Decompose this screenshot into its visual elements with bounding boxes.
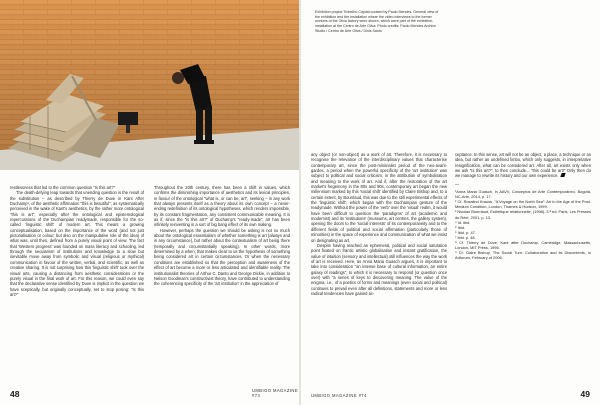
footnote: ⁶ Ibid. p. 47.	[455, 229, 476, 235]
paragraph: The death-defying leap towards that unending question is the result of the substitution – as described by Thierry de Duve in Kant After Duchamp¹, of the aesthetic affirmation "this is beautiful", as systematically perceived in the wake of Kant's aesthetics, by the rather more ontological "this is art", especially after the ontological and epistemological repercussions of the Duchampian readymade, responsible for the so-called 'linguistic shift' of modern art. This meant a growing conceptualisation, based on the importance of the word (and not just pictorialisation or colour, but also on the manipulative role of the idea) of what was, until then, defined from a purely visual point of view. The fact that 'Western progress' was founded on mass literacy and schooling, led through the secularism of institutions and knowledge to a slow but inevitable move away from symbolic and visual (religious or mythical) communication in favour of the written, verbal, and scientific, as well as creative sharing. It is not surprising how this 'linguistic shift' took over the visual arts, causing a distancing from aesthetic considerations or the purely visual in the final work of art. For this reason, we could even say that the declarative sense identified by Duve is implicit in the question we have sceptically, but originally conceptually, set to stop posing: "Is this art?"	[10, 190, 144, 297]
footnote: ² Cf. Rosalind Krauss, "A Voyage on the North Sea": Art in the Age of the Post-Medium Condition, London, Thames & Hudson, 1999.	[455, 199, 591, 210]
right-column-2	[455, 152, 591, 260]
left-column-1	[10, 185, 144, 297]
paragraph: However, perhaps the question we should be asking is not so much about the ontological essentialism of whether something is art (always and in any circumstance), but rather about the contextualism of art being there (temporally and circumstantially speaking). In other words, more determined by a when, that makes clear to us the hypothesis of something being considered art in certain circumstances. Or when the necessary conditions are established so that the perception and awareness of the effect of art become a more or less articulated and identifiable reality. The institutionalist theories of Arthur C. Danto and George Dickie, in addition to Nelson Goodman's constructivist theory, have contributed to understanding the coherencing specificity of the 'art institution' in the appreciation of	[154, 227, 290, 287]
exhibition-photo	[0, 0, 299, 170]
photo-caption: Exhibition project Trobelho Capital curated by Paulo Mendes. General view of the exhibition and the installation where the video interviews to the former workers of the Oliva factory were shown, which were part of the exhibition-installation at the Centro de Arte Oliva. Photo credits: Paulo Mendes Archive Studio / Centro de Arte Oliva / Dinis Santo	[315, 10, 439, 33]
monitor	[118, 112, 138, 125]
footnote: ¹Anna Maria Guasch, in AAVV, Conceptos de Arte Contemporáneo, Bogotá, NC-Arte, 2014, p. 17.	[455, 189, 591, 200]
closing-text: ceptance. In this sense, art will not be an object, a place, a technique or an idea, but rather an undefined limbo, which only suggests, in interpretative resignification, what can be considered art. After all, art exists only when we ask "Is this art?", to then conclude... "this could be art!" Only then do we manage to rewrite its history and our own experience.	[455, 152, 591, 179]
footnote: ⁸ Cf. Thierry de Duve, Kant after Duchamp, Cambridge, Massachusetts, London, MIT Press, 1996.	[455, 240, 591, 251]
right-column-1	[311, 152, 447, 296]
footnote: ⁹ Cf. Claire Bishop, The Social Turn: Collaboration and its Discontents, in Artforum, February of 2006.	[455, 250, 591, 261]
end-mark-icon	[560, 173, 565, 177]
left-page	[0, 0, 299, 405]
footnote: ⁵ Ibid.	[455, 224, 466, 230]
running-footer: UMBIGO MAGAZINE #74	[252, 388, 299, 398]
paragraph: Despite having reached an ephemeral, political and social saturation point fixated on frantic artistic globalisation and instant gratification, the value of intuition (sensory and intellectual) still influences the way the work of art is received. Here, as Anna Maria Guasch argues, it is important to take into consideration "an intense base of cultural information, an entire galaxy of readings", to which it is necessary to respond (or question once over) with "a series of keys to discovering meaning. The value of the enigma, i.e., of a poetics of forms and meanings (even social and political) continues to prevail even after all definitions, statements and more or less radical tendencies have gained ac-	[311, 242, 447, 296]
right-page	[301, 0, 600, 405]
running-footer: UMBIGO MAGAZINE #74	[311, 393, 367, 398]
page-number: 49	[580, 389, 590, 399]
footnote: ⁴ Id. ibid.	[455, 219, 471, 225]
footnote: ³ Nicolas Bourriaud, Esthétique relationnelle, (1998), 3.ª ed. Paris, Les Presses du Réel, 2001, p. 13.	[455, 209, 591, 220]
paragraph: any object (or non-object) as a work of art. Therefore, it is necessary to recognise the relevance of the interdisciplinary values that characterise contemporary art, since the post-minimalist period of the neo-avant-gardes, a period when the powerful specificity of the 'art institution' was subject to political and social criticism, in the attribution of symbolisation and meaning to the work of art. And if, after the restoration of the art market's hegemony in the 80s and 90s, contemporary art began the new millennium marked by this 'social shift' identified by Claire Bishop and, to a certain extent, by Bourriaud, this was due to the still experimental effects of the 'linguistic shift', which began with the Duchampian gesture of the readymade. Without the power of the 'verb' over the 'visual' realm, it would have been difficult to question the 'paradigms' of art (academic and modernist) and its 'institutions' (museums, art centres, the gallery system), opening the doors to the 'social interests' of its contemporaneity and to the different fields of political and social affirmation (particularly those of minorities) in the space of experience and communication of what we insist on designating as art.	[311, 152, 447, 243]
closing-paragraph	[455, 152, 591, 179]
notes-separator: —	[455, 181, 460, 187]
paragraph: restlessness that led to the common question "Is this art?"	[10, 185, 116, 190]
footnote: ⁷ Ibid. p. 48.	[455, 234, 476, 240]
left-column-2	[154, 185, 290, 287]
paragraph: Throughout the 20th century, there has been a shift in values, which confirms the diminishing importance of aesthetics and its lexical principles, in favour of the ontological "what is, or can be, art", seeking – in any work that always presents itself as a theory about its own concept – a never-ending redefinition of its ontological hypotheses, which renders impossible, by its constant fragmentation, any consistent communicable meaning. It is as if, since the "is this art?" of Duchamp's "ready-made", art has been infinitely reinventing in a sort of big bang effect of its own making.	[154, 185, 290, 228]
brick-wall-photo	[0, 0, 299, 170]
page-number: 48	[10, 389, 20, 399]
